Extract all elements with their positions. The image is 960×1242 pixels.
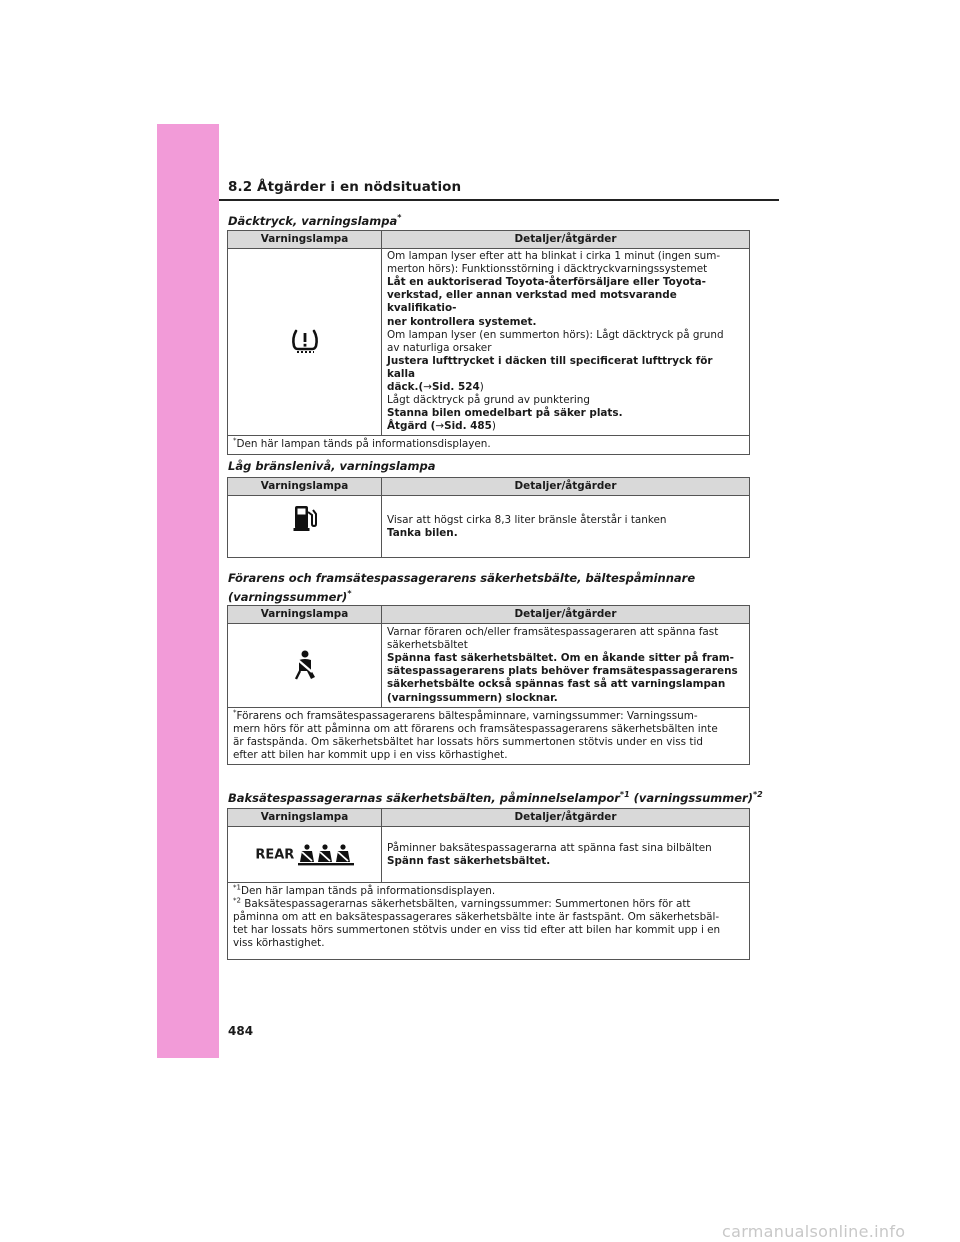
- detail-line-bold: sätespassagerarens plats behöver framsätespassagerarens: [387, 665, 738, 678]
- note-line: tet har lossats hörs summertonen stötvis under en viss tid efter att bilen har kommit upp i en: [233, 924, 721, 937]
- details-cell: [382, 496, 750, 558]
- table-row: [228, 249, 750, 436]
- detail-line-bold: Spänna fast säkerhetsbältet. Om en åkande sitter på fram-: [387, 652, 734, 665]
- rear-heading: Baksätespassagerarnas säkerhetsbälten, påminnelselampor$^{*1}$ (varningssummer)$^{*2}$: [228, 790, 763, 805]
- detail-line-bold: Låt en auktoriserad Toyota-återförsäljare eller Toyota-: [387, 276, 706, 289]
- rear-label: REAR: [255, 847, 295, 863]
- note-line: mern hörs för att påminna om att förarens och framsätespassagerarens säkerhetsbälten inte: [233, 722, 718, 735]
- table-row: [228, 827, 750, 883]
- detail-line: Lågt däcktryck på grund av punktering: [387, 394, 590, 407]
- details-cell: [382, 249, 750, 436]
- lamp-cell: [228, 624, 382, 708]
- detail-line-bold: (varningssummern) slocknar.: [387, 691, 558, 704]
- detail-line-bold: Spänn fast säkerhetsbältet.: [387, 854, 551, 867]
- chapter-tab-bar: [157, 124, 219, 1058]
- page-reference-link[interactable]: Sid. 524: [431, 381, 480, 394]
- table-row: [228, 496, 750, 558]
- col-header-details: Detaljer/åtgärder: [382, 231, 750, 249]
- fuel-pump-icon: [292, 512, 318, 524]
- page-reference-link[interactable]: Sid. 485: [444, 420, 492, 433]
- table-header-row: [228, 809, 750, 827]
- lamp-cell: [228, 249, 382, 436]
- title-divider: [219, 199, 779, 201]
- lamp-cell: [228, 827, 382, 883]
- detail-line-bold: verkstad, eller annan verkstad med motsvarande kvalifikatio-: [387, 289, 677, 315]
- col-header-lamp: Varningslampa: [228, 231, 382, 249]
- section-title: 8.2 Åtgärder i en nödsituation: [228, 179, 462, 195]
- detail-line: Visar att högst cirka 8,3 liter bränsle återstår i tanken: [387, 513, 667, 526]
- rear-seatbelt-reminder-icon: [255, 849, 353, 861]
- seatbelt-heading: Förarens och framsätespassagerarens säkerhetsbälte, bältespåminnare (varningssummer)*: [228, 571, 696, 604]
- detail-line: säkerhetsbältet: [387, 639, 468, 652]
- seatbelt-table: [227, 605, 750, 765]
- lamp-cell: [228, 496, 382, 558]
- detail-line: Om lampan lyser (en summerton hörs): Lågt däcktryck på grund: [387, 328, 724, 341]
- details-cell: [382, 827, 750, 883]
- note-cell: *Förarens och framsätespassagerarens bältespåminnare, varningssummer: Varningssum- mern hörs för att påminna om att förarens och framsätespassagerarens säkerhetsbälten inte är fastspända. Om säkerhetsbältet har lossats hörs summertonen stötvis under en viss tid efter att bilen har kommit upp i en viss körhastighet.: [228, 707, 750, 764]
- col-header-details: Detaljer/åtgärder: [382, 606, 750, 624]
- page-number: 484: [228, 1024, 254, 1038]
- table-note-row: [228, 707, 750, 764]
- detail-line-ref: Åtgärd (→Sid. 485): [387, 420, 496, 433]
- table-header-row: [228, 478, 750, 496]
- note-line: påminna om att en baksätespassagerares säkerhetsbälte inte är fastspänt. Om säkerhetsbäl-: [233, 911, 720, 924]
- detail-line-bold: Justera lufttrycket i däcken till specificerat lufttryck för kalla: [387, 354, 713, 380]
- note-line: är fastspända. Om säkerhetsbältet har lossats hörs summertonen stötvis under en viss tid: [233, 735, 703, 748]
- detail-line-bold: ner kontrollera systemet.: [387, 315, 537, 328]
- detail-line-bold: Tanka bilen.: [387, 526, 458, 539]
- detail-line-bold: säkerhetsbälte också spännas fast så att varningslampan: [387, 678, 726, 691]
- col-header-lamp: Varningslampa: [228, 809, 382, 827]
- note-cell: $^{*1}$Den här lampan tänds på informationsdisplayen. $^{*2}$ Baksätespassagerarnas säkerhetsbälten, varningssummer: Summertonen hörs för att påminna om att en baksätespassagerares säkerhetsbälte inte är fastspänt. Om säkerhetsbäl- tet har lossats hörs summertonen stötvis under en viss tid efter att bilen har kommit upp i en viss körhastighet.: [228, 883, 750, 959]
- detail-line-ref: däck.(→Sid. 524): [387, 381, 484, 394]
- table-header-row: [228, 231, 750, 249]
- detail-line: Om lampan lyser efter att ha blinkat i cirka 1 minut (ingen sum-: [387, 250, 721, 263]
- rear-table: [227, 808, 750, 960]
- fuel-table: [227, 477, 750, 558]
- fuel-heading: Låg bränslenivå, varningslampa: [228, 459, 436, 473]
- note-cell: *Den här lampan tänds på informationsdisplayen.: [228, 436, 750, 454]
- table-header-row: [228, 606, 750, 624]
- note-line: efter att bilen har kommit upp i en viss körhastighet.: [233, 748, 508, 761]
- tire-table: [227, 230, 750, 455]
- table-row: [228, 624, 750, 708]
- detail-line: merton hörs): Funktionsstörning i däcktryckvarningssystemet: [387, 263, 708, 276]
- col-header-lamp: Varningslampa: [228, 478, 382, 496]
- detail-line: Påminner baksätespassagerarna att spänna fast sina bilbälten: [387, 841, 712, 854]
- table-note-row: [228, 436, 750, 454]
- note-line: viss körhastighet.: [233, 937, 325, 950]
- detail-line-bold: Stanna bilen omedelbart på säker plats.: [387, 407, 623, 420]
- table-note-row: [228, 883, 750, 959]
- tire-pressure-warning-icon: [289, 336, 321, 348]
- tire-heading: Däcktryck, varningslampa*: [228, 213, 402, 228]
- watermark: carmanualsonline.info: [722, 1222, 906, 1241]
- details-cell: [382, 624, 750, 708]
- detail-line: Varnar föraren och/eller framsätespassageraren att spänna fast: [387, 626, 719, 639]
- seatbelt-reminder-icon: [292, 659, 318, 671]
- col-header-lamp: Varningslampa: [228, 606, 382, 624]
- col-header-details: Detaljer/åtgärder: [382, 809, 750, 827]
- detail-line: av naturliga orsaker: [387, 341, 492, 354]
- col-header-details: Detaljer/åtgärder: [382, 478, 750, 496]
